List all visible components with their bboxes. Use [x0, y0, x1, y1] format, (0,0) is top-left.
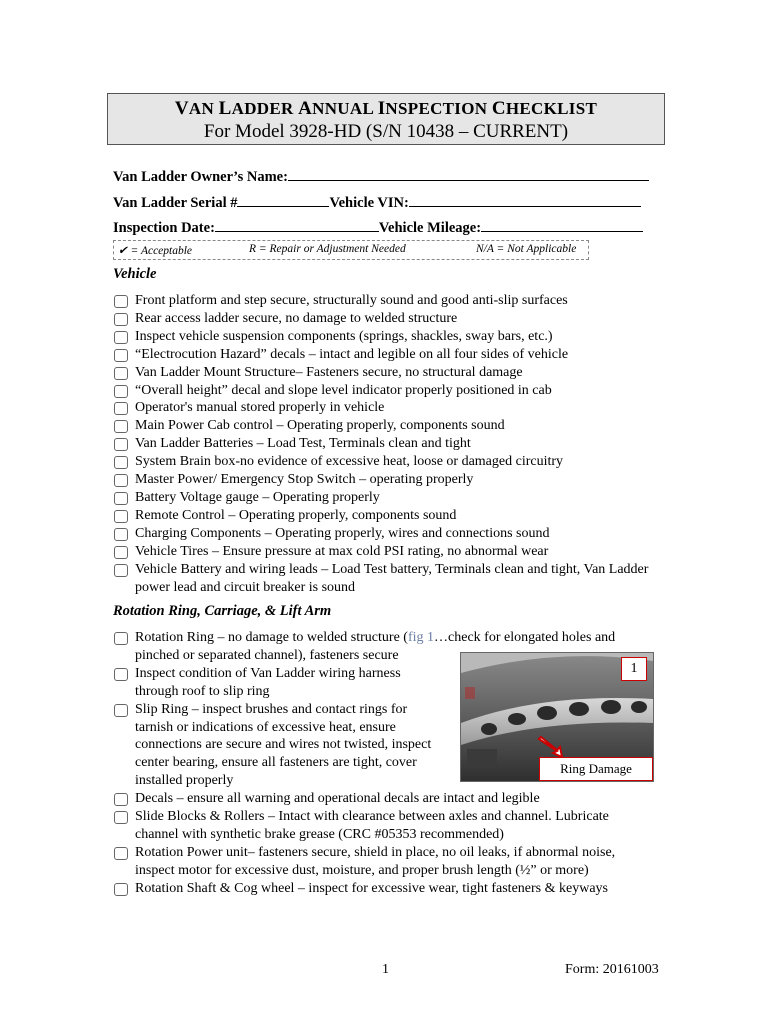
- list-item: System Brain box-no evidence of excessive heat, loose or damaged circuitry: [113, 453, 663, 471]
- list-item: Slip Ring – inspect brushes and contact rings for tarnish or indications of excessive heat, ensure connections are secure and wires not twisted, inspect center bearing, ensure all fasteners are tight, cover installed properly: [113, 701, 440, 791]
- vehicle-checklist: [113, 292, 663, 596]
- checkbox[interactable]: [114, 564, 128, 577]
- checklist-title: VAN LADDER ANNUAL INSPECTION CHECKLIST: [174, 98, 598, 119]
- model-subtitle: For Model 3928-HD (S/N 10438 – CURRENT): [203, 121, 569, 142]
- mileage-label: Vehicle Mileage:: [378, 220, 482, 236]
- checkbox[interactable]: [114, 847, 128, 860]
- checkbox[interactable]: [114, 295, 128, 308]
- vin-label: Vehicle VIN:: [329, 195, 409, 211]
- list-item: Rotation Power unit– fasteners secure, shield in place, no oil leaks, if abnormal noise, inspect motor for excessive dust, moisture, and proper brush length (½” or more): [113, 844, 663, 880]
- list-item: Main Power Cab control – Operating properly, components sound: [113, 417, 663, 435]
- list-item: Inspect condition of Van Ladder wiring harness through roof to slip ring: [113, 665, 410, 701]
- title-box: [107, 93, 665, 145]
- legend-acceptable: ✔ = Acceptable: [118, 245, 193, 257]
- list-item: Slide Blocks & Rollers – Intact with clearance between axles and channel. Lubricate channel with synthetic brake grease (CRC #05353 recommended): [113, 808, 663, 844]
- legend-repair: R = Repair or Adjustment Needed: [249, 243, 406, 255]
- inspection-date-label: Inspection Date:: [113, 220, 215, 236]
- list-item: Charging Components – Operating properly, wires and connections sound: [113, 525, 663, 543]
- list-item: Vehicle Battery and wiring leads – Load Test battery, Terminals clean and tight, Van Ladder power lead and circuit breaker is sound: [113, 561, 663, 597]
- checkbox[interactable]: [114, 811, 128, 824]
- list-item: Rear access ladder secure, no damage to welded structure: [113, 310, 663, 328]
- list-item: “Overall height” decal and slope level indicator properly positioned in cab: [113, 382, 663, 400]
- page-number: 1: [382, 962, 389, 977]
- list-item: “Electrocution Hazard” decals – intact and legible on all four sides of vehicle: [113, 346, 663, 364]
- checkbox[interactable]: [114, 510, 128, 523]
- checkbox[interactable]: [114, 492, 128, 505]
- checkbox[interactable]: [114, 349, 128, 362]
- inspection-date-field[interactable]: [215, 217, 379, 232]
- checkbox[interactable]: [114, 474, 128, 487]
- list-item: Decals – ensure all warning and operational decals are intact and legible: [113, 790, 663, 808]
- list-item: Van Ladder Batteries – Load Test, Terminals clean and tight: [113, 435, 663, 453]
- list-item: Rotation Shaft & Cog wheel – inspect for excessive wear, tight fasteners & keyways: [113, 880, 663, 898]
- serial-vin-row: [113, 192, 658, 212]
- section-vehicle-heading: Vehicle: [113, 266, 157, 282]
- checkbox[interactable]: [114, 883, 128, 896]
- list-item: Rotation Ring – no damage to welded structure (fig 1…check for elongated holes and pinched or separated channel), fasteners secure: [113, 629, 663, 665]
- figure-reference: fig 1: [407, 630, 435, 645]
- checkbox[interactable]: [114, 402, 128, 415]
- checkbox[interactable]: [114, 456, 128, 469]
- checkbox[interactable]: [114, 528, 128, 541]
- ring-damage-photo: [460, 652, 654, 782]
- checkbox[interactable]: [114, 420, 128, 433]
- serial-field[interactable]: [237, 192, 329, 207]
- figure-caption: Ring Damage: [539, 757, 653, 781]
- list-item: Battery Voltage gauge – Operating properly: [113, 489, 663, 507]
- rating-legend: [113, 240, 589, 260]
- list-item: Front platform and step secure, structurally sound and good anti-slip surfaces: [113, 292, 663, 310]
- checkbox[interactable]: [114, 331, 128, 344]
- vin-field[interactable]: [409, 192, 641, 207]
- checkbox[interactable]: [114, 546, 128, 559]
- list-item: Operator's manual stored properly in vehicle: [113, 399, 663, 417]
- section-rotation-heading: Rotation Ring, Carriage, & Lift Arm: [113, 603, 332, 619]
- checkbox[interactable]: [114, 385, 128, 398]
- list-item: Inspect vehicle suspension components (springs, shackles, sway bars, etc.): [113, 328, 663, 346]
- checkbox[interactable]: [114, 632, 128, 645]
- checkbox[interactable]: [114, 793, 128, 806]
- list-item: Remote Control – Operating properly, components sound: [113, 507, 663, 525]
- owner-name-row: [113, 166, 658, 186]
- checkbox[interactable]: [114, 367, 128, 380]
- legend-not-applicable: N/A = Not Applicable: [476, 243, 577, 255]
- serial-label: Van Ladder Serial #: [113, 195, 238, 211]
- date-mileage-row: [113, 217, 658, 237]
- list-item: Vehicle Tires – Ensure pressure at max cold PSI rating, no abnormal wear: [113, 543, 663, 561]
- form-number: Form: 20161003: [565, 962, 659, 977]
- mileage-field[interactable]: [481, 217, 643, 232]
- figure-number-label: 1: [621, 657, 647, 681]
- owner-name-field[interactable]: [288, 166, 649, 181]
- checkbox[interactable]: [114, 704, 128, 717]
- checkbox[interactable]: [114, 438, 128, 451]
- owner-name-label: Van Ladder Owner’s Name:: [113, 169, 288, 185]
- checkbox[interactable]: [114, 313, 128, 326]
- list-item: Van Ladder Mount Structure– Fasteners secure, no structural damage: [113, 364, 663, 382]
- checkbox[interactable]: [114, 668, 128, 681]
- list-item: Master Power/ Emergency Stop Switch – operating properly: [113, 471, 663, 489]
